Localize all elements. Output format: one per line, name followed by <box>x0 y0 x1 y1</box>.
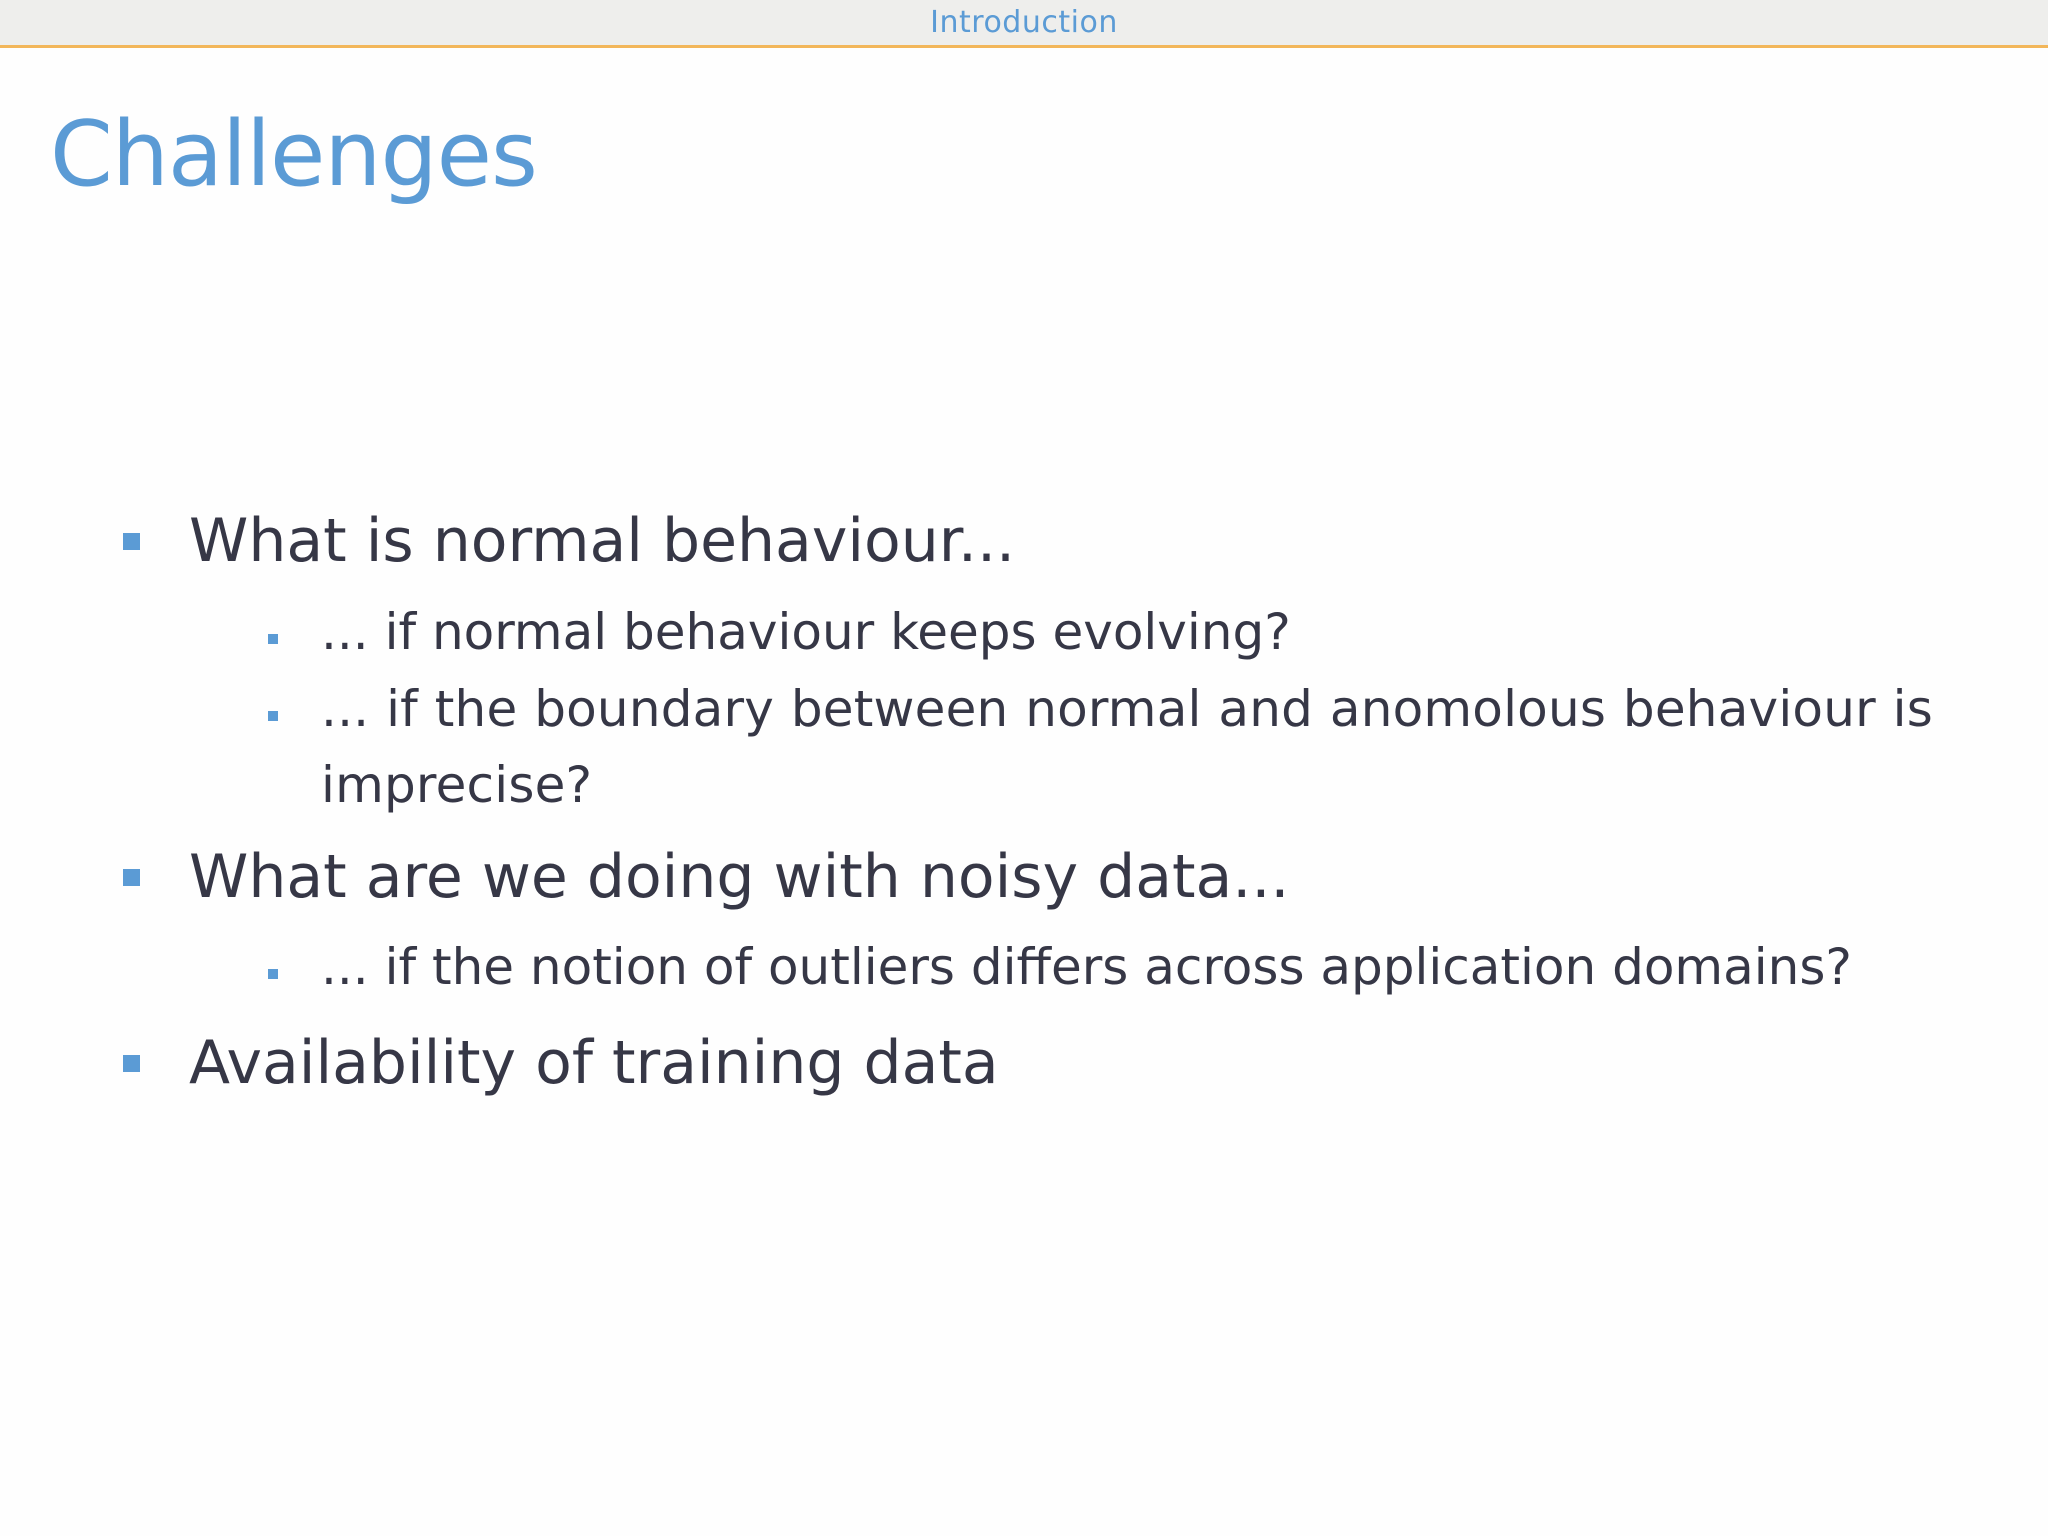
sub-bullet-text: ... if the boundary between normal and anomolous behaviour is imprecise? <box>321 680 1933 814</box>
sub-bullet-marker <box>268 969 278 979</box>
bullet-text: What is normal behaviour... <box>189 506 1016 576</box>
bullet-text: Availability of training data <box>189 1028 999 1098</box>
bullet-marker <box>123 533 140 550</box>
section-label: Introduction <box>930 5 1118 40</box>
sub-bullet-text: ... if normal behaviour keeps evolving? <box>321 603 1291 661</box>
bullet-marker <box>123 869 140 886</box>
slide-title: Challenges <box>50 102 537 207</box>
sub-bullet-marker <box>268 711 278 721</box>
sub-bullet-text: ... if the notion of outliers differs across application domains? <box>321 938 1852 996</box>
bullet-text: What are we doing with noisy data... <box>189 842 1290 912</box>
sub-bullet-marker <box>268 634 278 644</box>
bullet-marker <box>123 1055 140 1072</box>
